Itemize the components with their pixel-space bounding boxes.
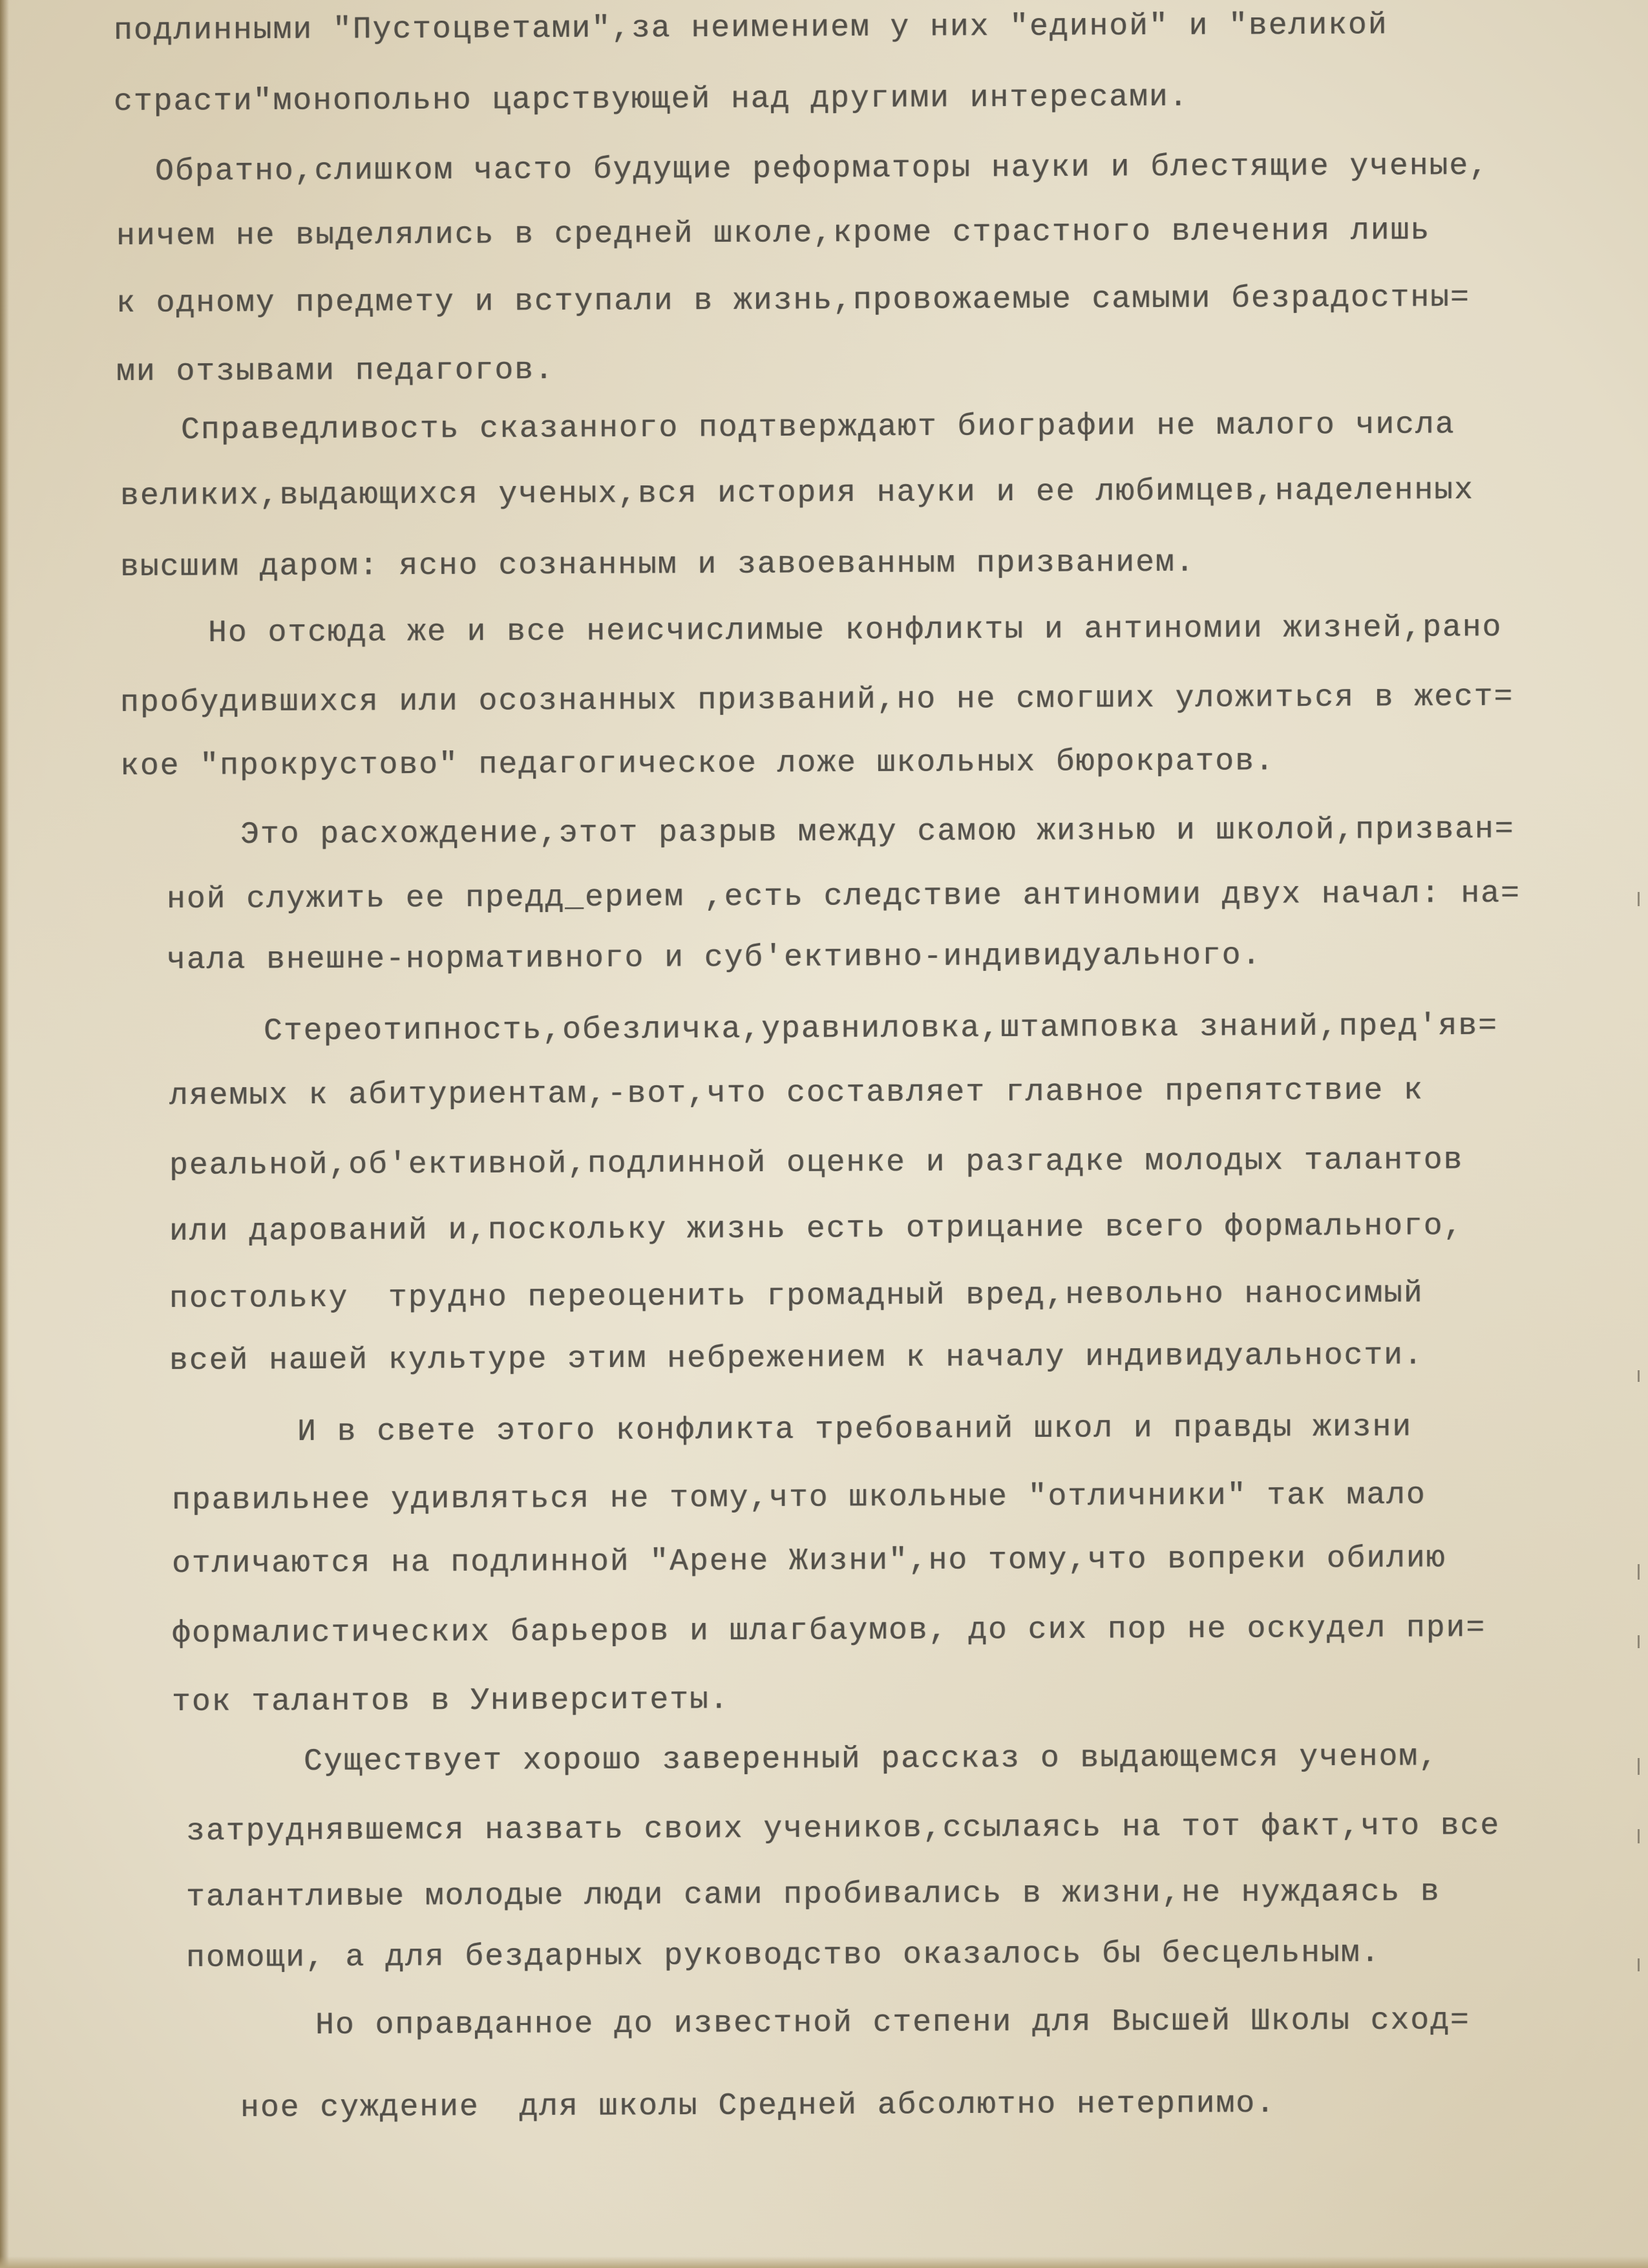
text-line: подлинными "Пустоцветами",за неимением у них "единой" и "великой — [113, 8, 1388, 48]
text-line: Но отсюда же и все неисчислимые конфликты и антиномии жизней,рано — [207, 610, 1503, 651]
text-line: кое "прокрустово" педагогическое ложе школьных бюрократов. — [120, 744, 1275, 784]
text-line: талантливые молодые люди сами пробивались в жизни,не нуждаясь в — [185, 1874, 1441, 1915]
margin-mark — [1638, 1958, 1640, 1971]
text-line: Справедливость сказанного подтверждают биографии не малого числа — [180, 407, 1455, 448]
text-line: Это расхождение,этот разрыв между самою жизнью и школой,призван= — [240, 812, 1515, 853]
text-line: страсти"монопольно царствующей над другими интересами. — [113, 79, 1189, 120]
text-line: ничем не выделялись в средней школе,кроме страстного влечения лишь — [116, 213, 1431, 254]
text-line: Стереотипность,обезличка,уравниловка,штамповка знаний,пред'яв= — [263, 1008, 1498, 1049]
text-line: ной служить ее предд_ерием ,есть следствие антиномии двух начал: на= — [166, 876, 1521, 917]
margin-mark — [1638, 892, 1640, 906]
text-line: отличаются на подлинной "Арене Жизни",но тому,что вопреки обилию — [171, 1541, 1446, 1582]
text-line: пробудившихся или осознанных призваний,но не смогших уложиться в жест= — [120, 679, 1514, 721]
text-line: Но оправданное до известной степени для Высшей Школы сход= — [315, 2003, 1470, 2043]
text-line: или дарований и,поскольку жизнь есть отрицание всего формального, — [169, 1209, 1464, 1249]
text-line: Обратно,слишком часто будущие реформаторы науки и блестящие ученые, — [154, 148, 1490, 189]
text-line: реальной,об'ективной,подлинной оценке и разгадке молодых талантов — [169, 1143, 1464, 1183]
text-line: Существует хорошо заверенный рассказ о выдающемся ученом, — [303, 1739, 1439, 1779]
margin-mark — [1638, 1370, 1640, 1382]
margin-mark — [1638, 1758, 1640, 1775]
text-line: постольку трудно переоценить громадный вред,невольно наносимый — [169, 1276, 1424, 1317]
text-line: ное суждение для школы Средней абсолютно нетерпимо. — [240, 2086, 1276, 2126]
text-line: ток талантов в Университеты. — [171, 1682, 730, 1720]
margin-mark — [1638, 1635, 1640, 1648]
text-line: к одному предмету и вступали в жизнь,провожаемые самыми безрадостны= — [116, 280, 1470, 321]
text-line: И в свете этого конфликта требований школ и правды жизни — [297, 1410, 1413, 1450]
text-line: затруднявшемся назвать своих учеников,ссылаясь на тот факт,что все — [185, 1808, 1501, 1849]
text-line: ляемых к абитуриентам,-вот,что составляет главное препятствие к — [169, 1073, 1424, 1114]
text-line: всей нашей культуре этим небрежением к началу индивидуальности. — [169, 1338, 1424, 1379]
text-line: великих,выдающихся ученых,вся история науки и ее любимцев,наделенных — [120, 472, 1474, 514]
text-line: помощи, а для бездарных руководство оказалось бы бесцельным. — [185, 1935, 1381, 1976]
text-line: чала внешне-нормативного и суб'ективно-индивидуального. — [166, 938, 1262, 978]
text-line: высшим даром: ясно сознанным и завоеванным призванием. — [120, 545, 1196, 585]
text-line: формалистических барьеров и шлагбаумов, до сих пор не оскудел при= — [171, 1611, 1486, 1651]
margin-mark — [1638, 1564, 1640, 1580]
text-line: ми отзывами педагогов. — [116, 353, 555, 390]
text-line: правильнее удивляться не тому,что школьные "отличники" так мало — [171, 1478, 1426, 1518]
margin-mark — [1638, 1829, 1640, 1843]
